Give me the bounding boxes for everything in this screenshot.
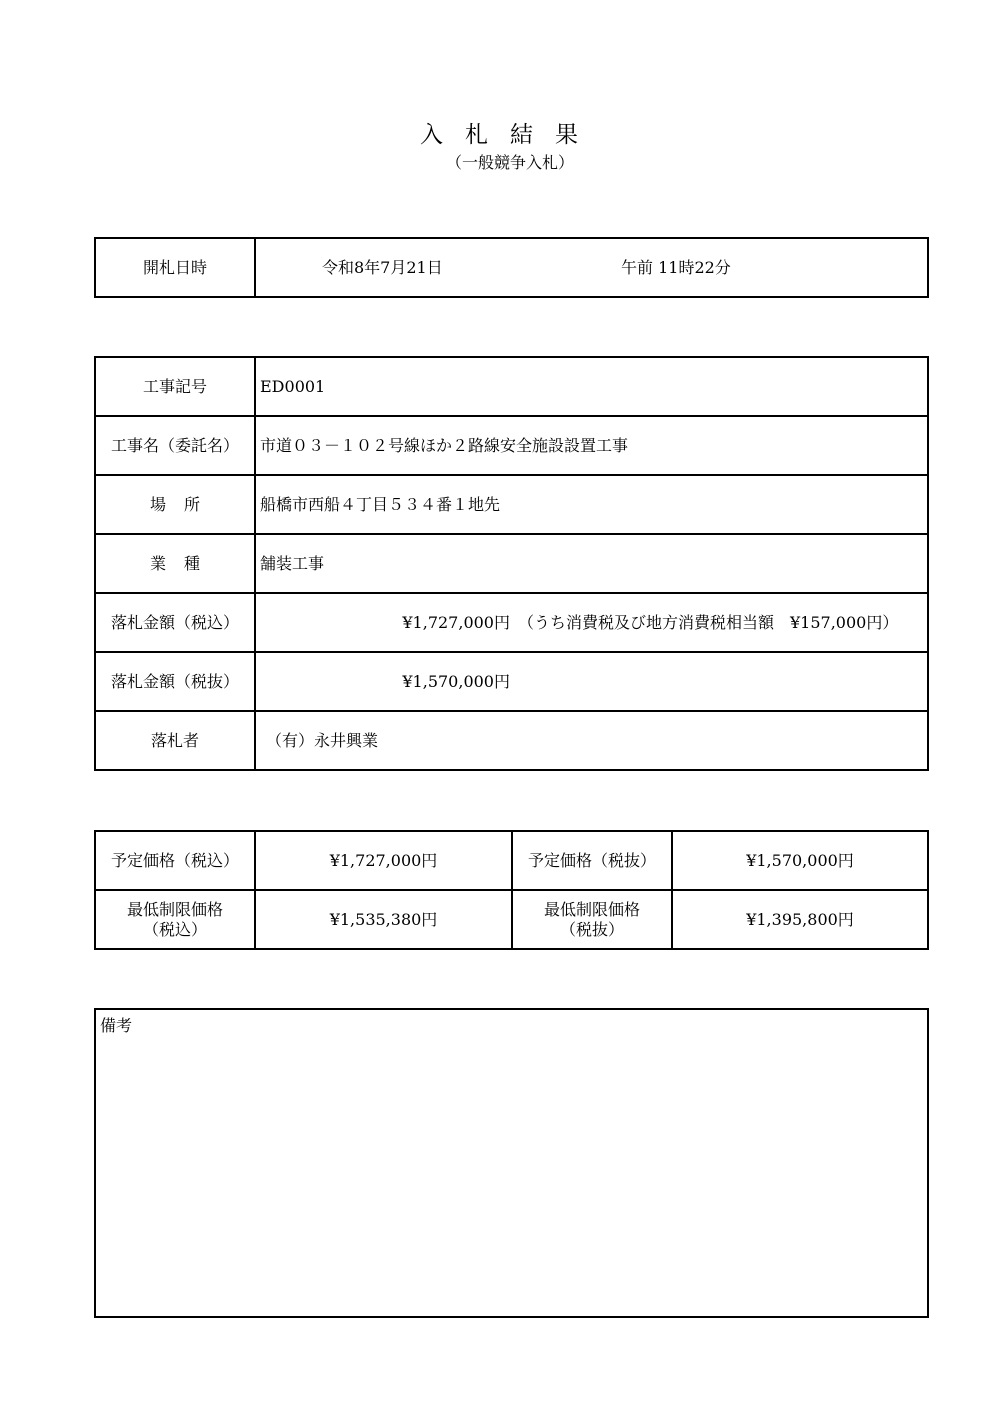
opening-time: 午前 11時22分 bbox=[621, 257, 731, 277]
info-row-winner bbox=[95, 711, 928, 770]
price-row-minimum bbox=[95, 890, 928, 949]
winner-value: （有）永井興業 bbox=[255, 711, 928, 770]
price-row-planned bbox=[95, 831, 928, 890]
type-label-cell bbox=[95, 534, 255, 593]
info-row-name bbox=[95, 416, 928, 475]
bid-excl-amount: ¥1,570,000円 bbox=[402, 671, 510, 691]
remarks-row bbox=[95, 1009, 928, 1317]
min-incl-label-line1: 最低制限価格 bbox=[126, 899, 223, 919]
info-row-bid-incl bbox=[95, 593, 928, 652]
planned-excl-label: 予定価格（税抜） bbox=[512, 831, 672, 890]
code-value: ED0001 bbox=[255, 357, 928, 416]
bid-incl-label: 落札金額（税込） bbox=[95, 593, 255, 652]
opening-label: 開札日時 bbox=[95, 238, 255, 297]
bid-incl-tax-note: （うち消費税及び地方消費税相当額 ¥157,000円） bbox=[518, 612, 899, 632]
remarks-label: 備考 bbox=[100, 1016, 133, 1035]
page-subtitle: （一般競争入札） bbox=[445, 153, 574, 172]
planned-incl-label: 予定価格（税込） bbox=[95, 831, 255, 890]
place-value: 船橋市西船４丁目５３４番１地先 bbox=[255, 475, 928, 534]
min-excl-label-line1: 最低制限価格 bbox=[543, 899, 640, 919]
bid-incl-cell bbox=[255, 593, 928, 652]
code-label: 工事記号 bbox=[95, 357, 255, 416]
min-excl-label-line2: （税抜） bbox=[559, 919, 624, 939]
min-incl-value: ¥1,535,380円 bbox=[255, 890, 512, 949]
planned-incl-value: ¥1,727,000円 bbox=[255, 831, 512, 890]
bid-excl-cell bbox=[255, 652, 928, 711]
place-label-cell bbox=[95, 475, 255, 534]
remarks-cell bbox=[95, 1009, 928, 1317]
type-value: 舗装工事 bbox=[255, 534, 928, 593]
bid-excl-label: 落札金額（税抜） bbox=[95, 652, 255, 711]
min-incl-label-line2: （税込） bbox=[142, 919, 207, 939]
info-row-bid-excl bbox=[95, 652, 928, 711]
name-value: 市道０３－１０２号線ほか２路線安全施設設置工事 bbox=[255, 416, 928, 475]
info-row-place bbox=[95, 475, 928, 534]
type-label: 業種 bbox=[149, 553, 218, 573]
bid-incl-amount: ¥1,727,000円 bbox=[402, 612, 510, 632]
min-excl-value: ¥1,395,800円 bbox=[672, 890, 928, 949]
opening-datetime-cell bbox=[255, 238, 928, 297]
name-label: 工事名（委託名） bbox=[95, 416, 255, 475]
remarks-table bbox=[94, 1008, 929, 1318]
min-excl-label-cell bbox=[512, 890, 672, 949]
opening-table bbox=[94, 237, 929, 298]
opening-date: 令和8年7月21日 bbox=[322, 257, 443, 277]
price-table bbox=[94, 830, 929, 950]
opening-row bbox=[95, 238, 928, 297]
info-row-code bbox=[95, 357, 928, 416]
contract-info-table bbox=[94, 356, 929, 771]
winner-label: 落札者 bbox=[95, 711, 255, 770]
place-label: 場所 bbox=[149, 494, 218, 514]
planned-excl-value: ¥1,570,000円 bbox=[672, 831, 928, 890]
page-title: 入札結果 bbox=[420, 122, 600, 148]
min-incl-label-cell bbox=[95, 890, 255, 949]
info-row-type bbox=[95, 534, 928, 593]
